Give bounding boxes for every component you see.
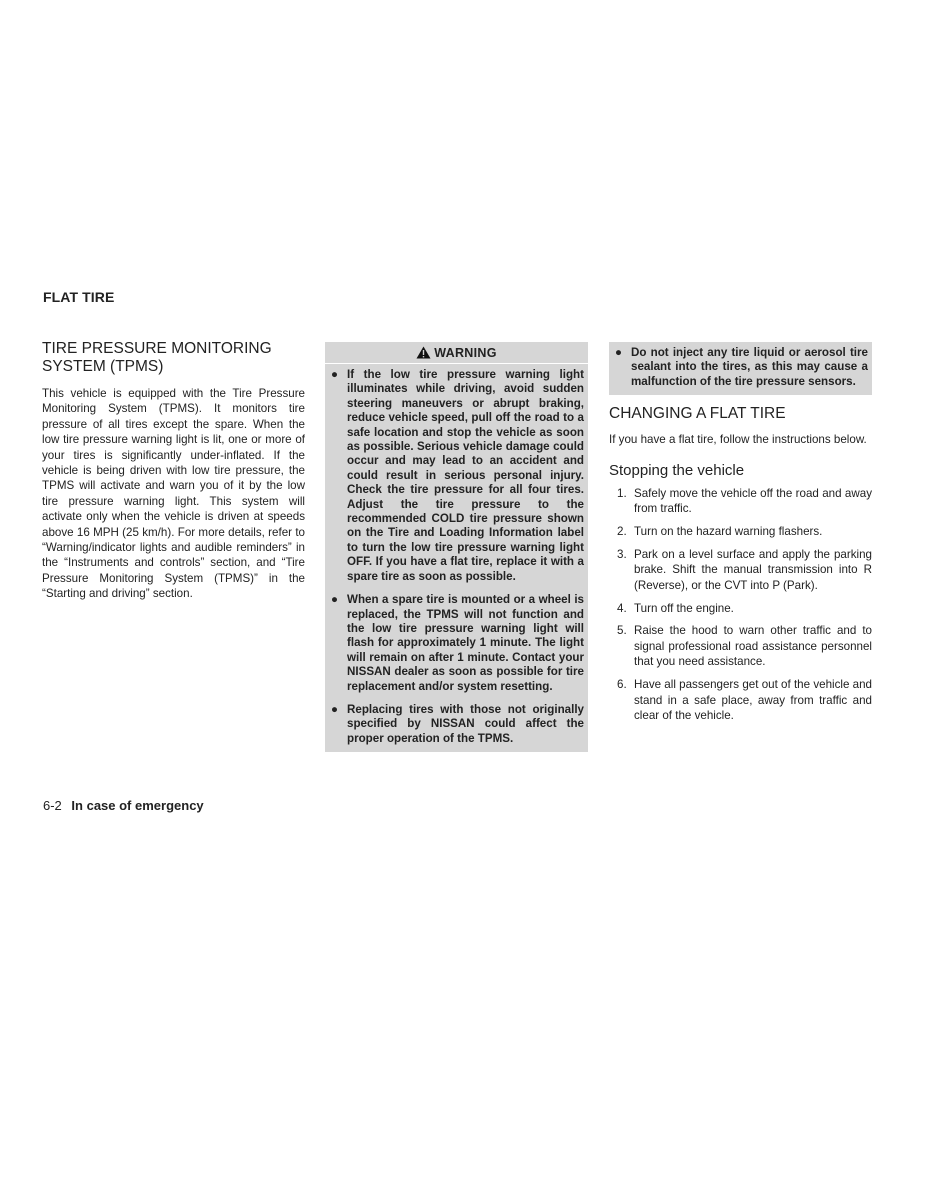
step-number: 1.	[617, 486, 627, 500]
warning-triangle-icon	[416, 346, 431, 359]
warning-continued-list	[613, 346, 868, 389]
step-number: 5.	[617, 624, 627, 638]
bullet-icon: ●	[615, 346, 623, 359]
warning-item-text: Replacing tires with those not originally specified by NISSAN could affect the proper operation of the TPMS.	[347, 702, 584, 745]
step-text: Turn off the engine.	[634, 601, 734, 615]
bullet-icon: ●	[331, 368, 339, 381]
list-item	[609, 601, 872, 616]
page-number: 6-2	[43, 798, 62, 813]
warning-item	[329, 368, 584, 584]
steps-list	[609, 486, 872, 724]
warning-item	[329, 703, 584, 746]
step-text: Have all passengers get out of the vehicle and stand in a safe place, away from traffic and clear of the vehicle.	[634, 678, 872, 722]
list-item	[609, 486, 872, 517]
step-number: 4.	[617, 601, 627, 615]
stopping-subheading: Stopping the vehicle	[609, 461, 745, 479]
changing-intro: If you have a flat tire, follow the instructions below.	[609, 433, 867, 447]
warning-header	[325, 342, 588, 363]
warning-continued-box	[609, 342, 872, 395]
warning-item-text: Do not inject any tire liquid or aerosol tire sealant into the tires, as this may cause a malfunction of the tire pressure sensors.	[631, 346, 868, 388]
step-text: Raise the hood to warn other traffic and to signal professional road assistance personnel that you need assistance.	[634, 624, 872, 669]
list-item	[609, 547, 872, 593]
bullet-icon: ●	[331, 593, 339, 607]
warning-item	[613, 346, 868, 389]
warning-label: WARNING	[434, 345, 497, 360]
step-number: 2.	[617, 524, 627, 538]
step-number: 3.	[617, 547, 627, 561]
warning-item	[329, 593, 584, 694]
warning-list	[325, 364, 588, 752]
warning-box	[325, 342, 588, 752]
page-footer	[43, 798, 204, 813]
changing-heading: CHANGING A FLAT TIRE	[609, 405, 786, 423]
tpms-body: This vehicle is equipped with the Tire Pressure Monitoring System (TPMS). It monitors tire pressure of all tires except the spare. When the low tire pressure warning light is lit, one or more of your tires is significantly under-inflated. If the vehicle is being driven with low tire pressure, the TPMS will activate and warn you of it by the low tire pressure warning light. This system will activate only when the vehicle is driven at speeds above 16 MPH (25 km/h). For more details, refer to “Warning/indicator lights and audible reminders” in the “Instruments and controls” section, and “Tire Pressure Monitoring System (TPMS)” in the “Starting and driving” section.	[42, 387, 305, 601]
step-text: Turn on the hazard warning flashers.	[634, 524, 823, 538]
chapter-title: In case of emergency	[71, 798, 204, 813]
list-item	[609, 623, 872, 669]
bullet-icon: ●	[331, 702, 339, 716]
step-text: Safely move the vehicle off the road and away from traffic.	[634, 486, 872, 516]
warning-column	[325, 342, 588, 752]
tpms-column	[42, 340, 305, 602]
warning-item-text: When a spare tire is mounted or a wheel is replaced, the TPMS will not function and the low tire pressure warning light will flash for approximately 1 minute. The light will remain on after 1 minute. Contact your NISSAN dealer as soon as possible for tire replacement and/or system resetting.	[347, 593, 584, 693]
section-title: FLAT TIRE	[43, 289, 115, 305]
tpms-heading: TIRE PRESSURE MONITORING SYSTEM (TPMS)	[42, 340, 272, 375]
list-item	[609, 524, 872, 539]
step-number: 6.	[617, 678, 627, 692]
warning-item-text: If the low tire pressure warning light illuminates while driving, avoid sudden steering maneuvers or abrupt braking, reduce vehicle speed, pull off the road to a safe location and stop the vehicle as soon as possible. Serious vehicle damage could occur and may lead to an accident and could result in serious personal injury. Check the tire pressure for all four tires. Adjust the tire pressure to the recommended COLD tire pressure shown on the Tire and Loading Information label to turn the low tire pressure warning light OFF. If you have a flat tire, replace it with a spare tire as soon as possible.	[347, 368, 584, 583]
list-item	[609, 677, 872, 723]
step-text: Park on a level surface and apply the parking brake. Shift the manual transmission into R (Reverse), or the CVT into P (Park).	[634, 547, 872, 592]
changing-column	[609, 342, 872, 731]
